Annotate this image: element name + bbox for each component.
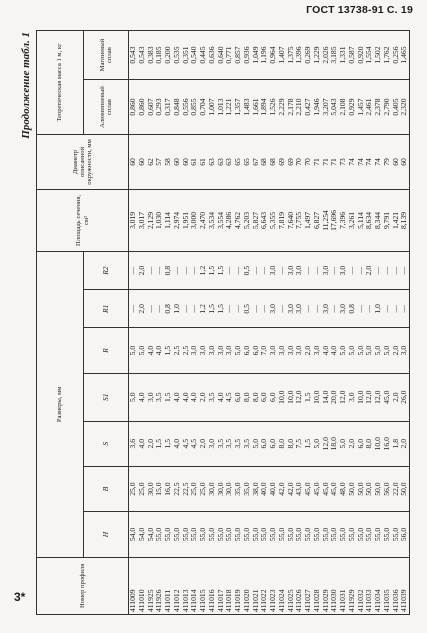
header-circle-diameter: Диаметр описанной окружности, мм (37, 135, 129, 190)
header-theoretical-mass: Теоретическая масса 1 м, кг (37, 31, 84, 135)
header-r: R (84, 328, 129, 373)
rotated-table-block (20, 30, 415, 615)
page-header: ГОСТ 13738-91 С. 19 (306, 4, 413, 16)
column-h: 54,0 54,0 54,0 55,0 55,0 55,0 55,0 55,0 55,0 55,0 55,0 55,0 55,0 55,0 55,0 55,0 55,0 55,0 55,0 55,0 55,0 55,0 55,0 55,0 55,0 55,0 55,0 55,0 55,0 55,0 55,0 56,0 (129, 512, 410, 557)
dimensions-table (36, 30, 410, 615)
header-r2: R2 (84, 252, 129, 290)
header-r1: R1 (84, 290, 129, 328)
column-r2: — 2,0 — — 0,8 — — — 1,2 1,5 1,5 — — 0,5 — — 3,0 — 3,0 3,0 — — 3,0 — 3,0 — — 2,0 — — — — (129, 252, 410, 290)
column-aluminum-mass: 0,860 0,860 0,607 0,293 0,317 0,848 0,556 0,855 0,704 1,007 1,013 1,221 1,357 1,483 1,661 1,894 1,526 2,229 2,178 2,210 0,427 1,946 3,207 5,043 2,108 0,929 1,457 2,461 2,378 2,790 0,405 2,320 (129, 80, 410, 135)
column-r: 5,0 5,0 4,0 4,0 1,5 2,5 2,5 3,0 3,0 3,0 3,0 3,0 5,0 6,0 6,0 7,0 3,0 3,0 3,0 3,0 2,0 3,0 4,0 4,0 5,0 5,0 5,0 5,0 5,0 5,0 2,0 3,0 (129, 328, 410, 373)
header-s1: S1 (84, 373, 129, 421)
header-dimensions-group: Размеры, мм (37, 252, 84, 558)
header-magnesium-alloy: Магниевый сплав (84, 31, 129, 80)
header-b: B (84, 466, 129, 511)
column-s: 3,6 4,0 2,0 1,5 1,5 4,0 4,5 4,5 2,0 3,0 3,5 3,5 3,5 3,5 5,0 6,0 6,0 8,0 8,0 7,5 1,5 5,0 12,0 18,0 5,0 2,0 6,0 8,0 10,0 16,0 1,8 2,0 (129, 421, 410, 466)
header-h: H (84, 512, 129, 557)
header-s: S (84, 421, 129, 466)
column-r1: — 2,0 — — 0,8 1,0 — — 1,2 1,5 1,5 — — 0,5 — — 3,0 — 3,0 3,0 — — 3,0 — 3,0 0,8 — — 1,0 — — — (129, 290, 410, 328)
column-s1: 5,0 4,0 3,0 3,5 1,5 4,0 4,0 4,0 2,0 3,5 4,0 4,5 6,0 8,0 8,0 6,0 6,0 10,0 10,0 12,0 1,5 10,0 14,0 20,0 12,0 3,0 10,0 12,0 12,0 45,0 2,0 26,0 (129, 373, 410, 421)
column-area: 3,019 3,017 2,129 1,030 1,114 2,974 1,951 3,000 2,470 3,534 3,554 4,286 4,762 5,203 5,827 6,643 5,355 7,819 7,640 7,755 1,497 6,827 11,254 17,696 7,396 3,261 5,114 8,634 8,344 9,791 1,421 8,139 (129, 189, 410, 251)
header-aluminum-alloy: Алюминиевый сплав (84, 80, 129, 135)
table-caption: Продолжение табл. 1 (20, 32, 32, 139)
column-magnesium-mass: 0,543 0,543 0,383 0,185 0,200 0,535 0,351 0,540 0,445 0,636 0,640 0,771 0,857 0,936 1,049 1,196 0,964 1,407 1,375 1,396 0,269 1,229 2,026 3,185 1,331 0,587 0,920 1,554 1,502 1,762 0,256 1,465 (129, 31, 410, 80)
header-area: Площадь сечения, см² (37, 189, 129, 251)
column-diameter: 60 60 62 57 58 60 60 61 61 63 63 63 65 65 67 68 68 69 69 70 70 71 71 71 73 74 74 74 74 79 60 60 (129, 135, 410, 190)
column-b: 25,0 25,0 30,0 15,0 16,0 22,5 22,5 25,0 25,0 30,0 30,0 30,0 35,0 35,0 38,0 40,0 40,0 42,0 42,0 43,0 45,0 45,0 45,0 45,0 48,0 50,0 50,0 50,0 50,0 56,0 22,0 50,0 (129, 466, 410, 511)
table-body-row (129, 31, 410, 615)
column-profile: 411009 411010 411925 411926 411011 411012 411013 411014 411015 411016 411017 411018 411019 411020 411021 411022 411023 411024 411025 411026 411027 411028 411029 411030 411031 411929 411032 411033 411034 411035 411036 411039 (129, 557, 410, 614)
page-mark: 3* (14, 590, 26, 604)
header-profile-number: Номер профиля (37, 557, 129, 614)
